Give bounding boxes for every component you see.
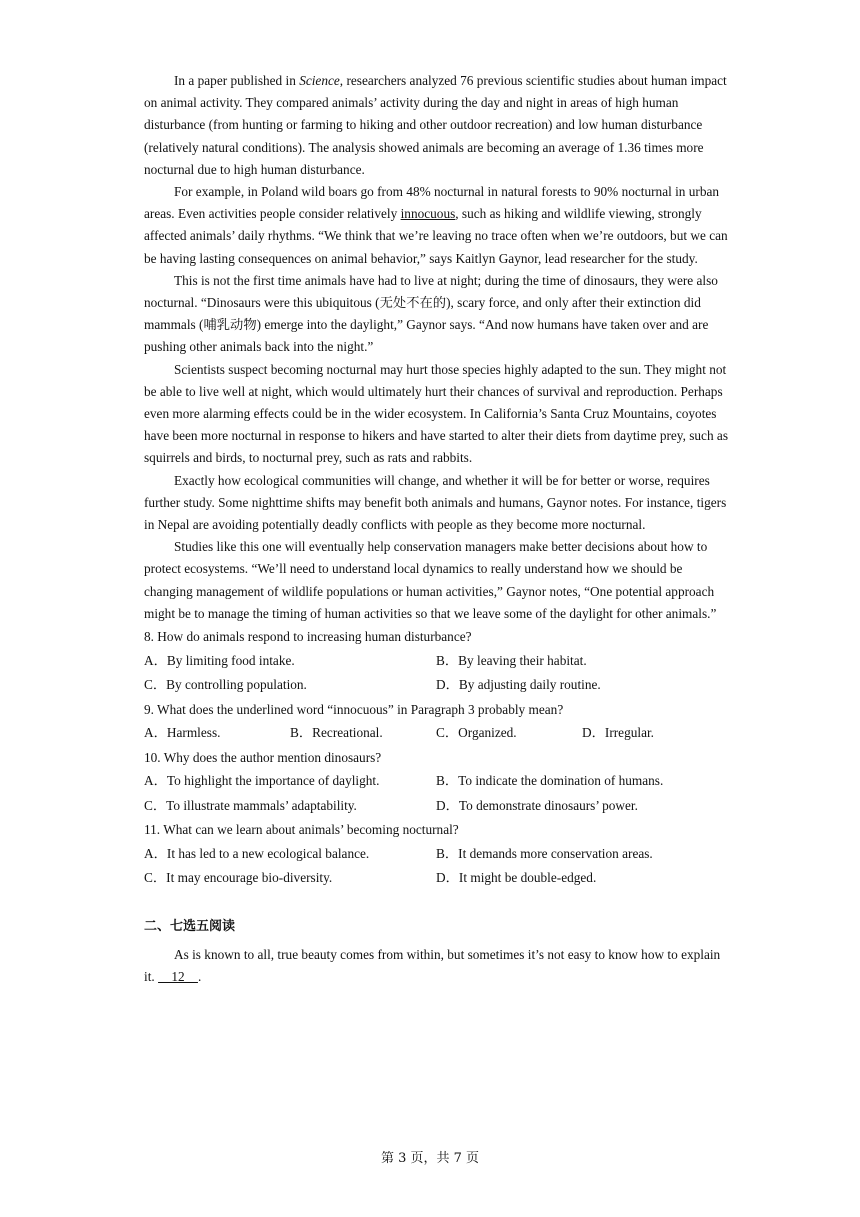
intro-text: As is known to all, true beauty comes from within, but sometimes it’s not easy to know how to explain it. <box>144 946 721 985</box>
blank-12: 12 <box>158 969 198 985</box>
question-options <box>144 794 728 819</box>
question-options <box>144 866 728 891</box>
option-b: B．By leaving their habitat. <box>436 652 587 668</box>
question-options <box>144 842 728 867</box>
passage-paragraph-1 <box>144 70 728 181</box>
option-c: C．To illustrate mammals’ adaptability. <box>144 797 357 813</box>
journal-name: Science <box>299 73 340 88</box>
p1-text-a: In a paper published in <box>174 73 300 88</box>
underlined-word: innocuous <box>400 206 456 222</box>
question-stem: 8. How do animals respond to increasing human disturbance? <box>144 629 472 645</box>
question-options <box>144 673 728 698</box>
document-page <box>144 70 728 988</box>
question-options <box>144 649 728 674</box>
passage-paragraph-4: Scientists suspect becoming nocturnal may hurt those species highly adapted to the sun. They might not be able to live well at night, which would ultimately hurt their chances of survival and reproduction. Perhaps even more alarming effects could be in the wider ecosystem. In California’s Santa Cruz Mountains, coyotes have been more nocturnal in response to hikers and have started to alter their diets from daytime prey, such as squirrels and birds, to nocturnal prey, such as rats and rabbits. <box>144 361 729 466</box>
section-heading: 二、七选五阅读 <box>144 918 236 934</box>
p2-text-b: , such as hiking and wildlife viewing, strongly affected animals’ daily rhythms. “We think that we’re leaving no trace often when we’re outdoors, but we can be having lasting consequences on animal behavior,” says Kaitlyn Gaynor, lead researcher for the study. <box>144 206 728 266</box>
option-a: A．To highlight the importance of daylight. <box>144 773 380 789</box>
question-options <box>144 769 728 794</box>
option-b: B．Recreational. <box>290 725 383 741</box>
p2-text-a: For example, in Poland wild boars go from 48% nocturnal in natural forests to 90% nocturnal in urban areas. Even activities people consider relatively <box>144 184 720 222</box>
option-b: B．To indicate the domination of humans. <box>436 773 664 789</box>
passage-paragraph-5: Exactly how ecological communities will change, and whether it will be for better or worse, requires further study. Some nighttime shifts may benefit both animals and humans, Gaynor notes. For instance, tigers in Nepal are avoiding potentially deadly conflicts with people as they become more nocturnal. <box>144 472 727 533</box>
option-d: D．Irregular. <box>582 725 654 741</box>
question-stem: 11. What can we learn about animals’ becoming nocturnal? <box>144 822 459 838</box>
option-d: D．It might be double-edged. <box>436 870 597 886</box>
option-a: A．It has led to a new ecological balance. <box>144 845 370 861</box>
option-b: B．It demands more conservation areas. <box>436 845 653 861</box>
intro-end: . <box>197 969 202 985</box>
option-a: A．By limiting food intake. <box>144 652 295 668</box>
passage-paragraph-2 <box>144 181 728 270</box>
option-c: C．Organized. <box>436 725 517 741</box>
question-stem: 10. Why does the author mention dinosaurs? <box>144 749 382 765</box>
option-a: A．Harmless. <box>144 725 221 741</box>
p1-text-b: , researchers analyzed 76 previous scientific studies about human impact on animal activity. They compared animals’ activity during the day and night in areas of high human disturbance (from hunting or farming to hiking and other outdoor recreation) and low human disturbance (relatively natural conditions). The analysis showed animals are becoming an average of 1.36 times more nocturnal due to high human disturbance. <box>144 73 727 177</box>
passage-paragraph-3: This is not the first time animals have had to live at night; during the time of dinosaurs, they were also nocturnal. “Dinosaurs were this ubiquitous (无处不在的), scary force, and only after their extinction did mammals (哺乳动物) emerge into the daylight,” Gaynor says. “And now humans have taken over and are pushing other animals back into the night.” <box>144 272 718 355</box>
option-d: D．By adjusting daily routine. <box>436 677 601 693</box>
option-d: D．To demonstrate dinosaurs’ power. <box>436 797 638 813</box>
option-c: C．By controlling population. <box>144 677 307 693</box>
option-c: C．It may encourage bio-diversity. <box>144 870 333 886</box>
passage-paragraph-6: Studies like this one will eventually help conservation managers make better decisions about how to protect ecosystems. “We’ll need to understand local dynamics to really understand how we should be changing management of wildlife populations or human activities,” Gaynor notes, “One potential approach might be to manage the timing of human activities so that we leave some of the daylight for other animals.” <box>144 539 717 621</box>
section2-intro <box>144 944 728 988</box>
page-footer: 第 3 页，共 7 页 <box>380 1151 480 1166</box>
question-stem: 9. What does the underlined word “innocuous” in Paragraph 3 probably mean? <box>144 701 564 717</box>
question-options <box>144 721 728 746</box>
